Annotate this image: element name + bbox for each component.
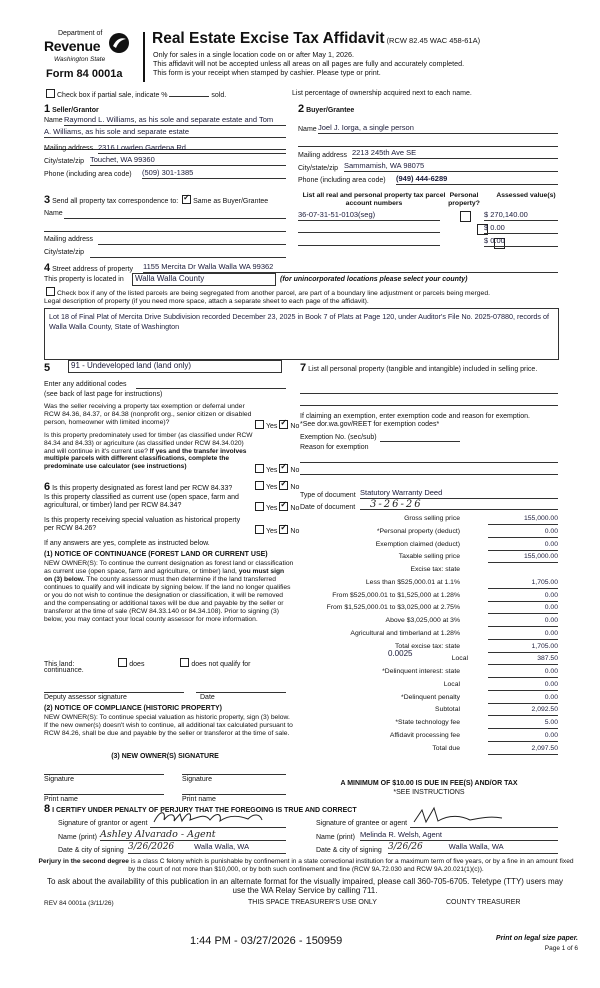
recording-stamp: 1:44 PM - 03/27/2026 - 150959 — [190, 935, 343, 947]
fee-row — [300, 745, 558, 756]
fee-label: Local — [443, 680, 460, 688]
this-land-row: This land: does does not qualify for — [44, 658, 251, 669]
header-line-3: This form is your receipt when stamped by cashier. Please type or print. — [153, 68, 381, 77]
grantee-sig-label: Signature of grantee or agent — [316, 820, 408, 827]
fee-row — [300, 719, 558, 730]
deputy-label: Deputy assessor signature — [44, 694, 127, 701]
seller-city[interactable]: Touchet, WA 99360 — [90, 156, 286, 166]
exemption-yes[interactable] — [255, 420, 264, 429]
section7-text: 7 List all personal property (tangible and intangible) included in selling price. — [300, 362, 538, 374]
historic-no[interactable] — [279, 525, 288, 534]
buyer-name[interactable]: Joel J. Iorga, a single person — [318, 124, 558, 134]
personal-property-line-1[interactable] — [300, 385, 558, 394]
ownership-note: List percentage of ownership acquired next to each name. — [292, 90, 472, 97]
parcel-number-2[interactable] — [298, 223, 440, 233]
grantee-date-city[interactable] — [388, 842, 558, 854]
fee-label: Exemption claimed (deduct) — [375, 540, 460, 548]
new-owner-sig-head: (3) NEW OWNER(S) SIGNATURE — [111, 753, 219, 760]
corr-mailing[interactable] — [98, 235, 286, 245]
fee-row — [300, 617, 558, 628]
fee-label: Affidavit processing fee — [389, 731, 460, 739]
fee-value[interactable]: 0.00 — [488, 681, 558, 691]
county-select[interactable]: Walla Walla County — [132, 273, 276, 286]
grantor-date-label: Date & city of signing — [58, 847, 124, 854]
notice-compliance-head: (2) NOTICE OF COMPLIANCE (HISTORIC PROPERTY) — [44, 705, 222, 712]
header-divider — [143, 32, 145, 82]
rev-number: REV 84 0001a (3/11/26) — [44, 900, 114, 907]
assessed-value-1[interactable]: $ 270,140.00 — [484, 211, 558, 221]
continuance-label: continuance. — [44, 667, 84, 674]
buyer-mailing[interactable]: 2213 245th Ave SE — [352, 149, 558, 159]
correspondence-heading: 3 Send all property tax correspondence to: ✓ Same as Buyer/Grantee — [44, 194, 268, 207]
swoosh-icon — [108, 32, 130, 54]
minimum-due: A MINIMUM OF $10.00 IS DUE IN FEE(S) AND/OR TAX — [340, 780, 518, 787]
exemption-yn: Yes✓ No — [253, 420, 299, 431]
timber-no[interactable] — [279, 464, 288, 473]
buyer-mailing-label: Mailing address — [298, 152, 348, 159]
notice-compliance-body: NEW OWNER(S): To continue special valuation as historic property, sign (3) below. If the new owner(s) doesn't wish to continue, all additional tax calculated pursuant to RCW 84.26, shall be due and payable by the seller or transferor at the time of sale. — [44, 714, 293, 737]
doc-type[interactable]: Statutory Warranty Deed — [360, 489, 558, 499]
fee-value[interactable]: 2,097.50 — [488, 745, 558, 755]
reason-line-1[interactable] — [300, 454, 558, 463]
fee-value[interactable]: 0.00 — [488, 630, 558, 640]
answers-note: If any answers are yes, complete as instructed below. — [44, 540, 210, 547]
form-number: Form 84 0001a — [46, 68, 123, 80]
treasurer-use: THIS SPACE TREASURER'S USE ONLY — [248, 899, 377, 906]
section5-number: 5 — [44, 362, 51, 374]
current-use-yn: Yes✓ No — [253, 502, 299, 513]
grantee-date: 3/26/26 — [388, 842, 423, 852]
grantee-city: Walla Walla, WA — [448, 842, 504, 851]
timber-yes[interactable] — [255, 464, 264, 473]
grantee-name[interactable]: Melinda R. Welsh, Agent — [360, 831, 558, 841]
local-rate: 0.0025 — [388, 649, 413, 658]
current-use-question: Is this property classified as current use (open space, farm and agricultural, or timber) land per RCW 84.34? — [44, 494, 239, 510]
fee-label: Subtotal — [435, 706, 460, 714]
reason-line-2[interactable] — [300, 466, 558, 475]
seller-name-label: Name — [44, 117, 63, 124]
notice-continuance-body: NEW OWNER(S): To continue the current designation as forest land or classification as current use (open space, farm and agriculture, or timber) land, you must sign on (3) below. The county assessor must then determine if the land transferred continues to qualify and will indicate by signing below. If the land no longer qualifies or you do not wish to continue the designation or classification, it will be removed and the compensating or additional taxes will be due and payable by the seller or transferor at the time of sale (RCW 84.33.140 or 84.34.108). Prior to signing (3) below, you may contact your local county assessor for more information. — [44, 560, 294, 624]
partial-sale-text: Check box if partial sale, indicate % — [57, 92, 168, 99]
grantor-date: 3/26/2026 — [128, 842, 175, 852]
fee-value[interactable]: 0.00 — [488, 694, 558, 704]
correspondence-text: Send all property tax correspondence to: — [52, 198, 179, 205]
parcel-number-3[interactable] — [298, 236, 440, 246]
owner-sig-label-2: Signature — [182, 776, 212, 783]
does-checkbox[interactable] — [118, 658, 127, 667]
fee-value[interactable]: 0.00 — [488, 592, 558, 602]
seller-mailing[interactable]: 2316 Lowden Gardena Rd — [98, 144, 286, 154]
fee-row — [300, 528, 558, 539]
located-label: This property is located in — [44, 276, 124, 283]
fee-label: *Delinquent interest: state — [382, 668, 460, 675]
legal-size-note: Print on legal size paper. — [495, 935, 578, 942]
fee-value[interactable]: 387.50 — [488, 655, 558, 665]
partial-sale — [44, 89, 226, 100]
fee-label: Agricultural and timberland at 1.28% — [350, 629, 460, 637]
current-use-no[interactable] — [279, 502, 288, 511]
partial-sale-percent[interactable] — [169, 96, 209, 97]
reason-label: Reason for exemption — [300, 444, 369, 451]
personal-property-checkbox-1[interactable] — [460, 211, 471, 222]
grantee-date-label: Date & city of signing — [316, 847, 382, 854]
fee-label: Excise tax: state — [410, 566, 460, 573]
forest-yn: Yes✓ No — [253, 481, 299, 492]
fee-label: From $525,000.01 to $1,525,000 at 1.28% — [332, 591, 460, 599]
certify-row: 8 I CERTIFY UNDER PENALTY OF PERJURY THAT THE FOREGOING IS TRUE AND CORRECT — [44, 803, 357, 815]
fee-row — [300, 566, 558, 577]
fee-row — [300, 706, 558, 717]
owner-print-label-2: Print name — [182, 796, 216, 803]
owner-print-1[interactable] — [44, 786, 164, 795]
doc-date-label: Date of document — [300, 504, 356, 511]
fee-label: Taxable selling price — [398, 553, 460, 561]
fee-value[interactable]: 0.00 — [488, 732, 558, 742]
grantor-city: Walla Walla, WA — [194, 842, 250, 851]
see-instructions: *SEE INSTRUCTIONS — [393, 789, 465, 796]
street-address[interactable]: 1155 Mercita Dr Walla Walla WA 99362 — [143, 263, 558, 273]
form-title — [152, 30, 480, 48]
personal-property-line-2[interactable] — [300, 397, 558, 406]
title-text: Real Estate Excise Tax Affidavit — [152, 30, 385, 47]
fee-value[interactable]: 0.00 — [488, 668, 558, 678]
historic-question: Is this property receiving special valuation as historical property per RCW 84.26? — [44, 517, 241, 533]
segregate-text: Check box if any of the listed parcels are being segregated from another parcel, are part of a boundary line adjustment or parcels being merged. — [57, 290, 490, 297]
fee-row — [300, 668, 558, 679]
buyer-city-label: City/state/zip — [298, 165, 339, 172]
fee-row — [300, 630, 558, 641]
fee-row — [300, 592, 558, 603]
perjury-notice: Perjury in the second degree is a class C felony which is punishable by confinement in a state correctional institution for a maximum term of five years, or by a fine in an amount fixed by the court of not more than $10,000, or by both such confinement and fine (RCW 9A.72.030 and RCW 9A.20.021(1)(c)). — [38, 858, 574, 873]
fee-value[interactable]: 0.00 — [488, 541, 558, 551]
seller-name-line1[interactable]: Raymond L. Williams, as his sole and separate estate and Tom — [64, 116, 286, 126]
corr-mailing-label: Mailing address — [44, 236, 94, 243]
header-line-2: This affidavit will not be accepted unless all areas on all pages are fully and accurately completed. — [153, 59, 465, 68]
fee-row — [300, 515, 558, 526]
seller-phone-label: Phone (including area code) — [44, 171, 132, 178]
historic-yes[interactable] — [255, 525, 264, 534]
grantee-signature[interactable] — [410, 812, 558, 828]
owner-sig-2[interactable] — [182, 766, 286, 775]
street-row: 4 Street address of property — [44, 262, 134, 274]
grantor-signature-drawing — [150, 808, 286, 826]
fee-row — [300, 604, 558, 615]
buyer-heading: 2 Buyer/Grantee — [298, 103, 355, 115]
parcel-head-personal: Personal property? — [448, 192, 480, 208]
fee-value[interactable]: 2,092.50 — [488, 706, 558, 716]
unincorporated-note: (for unincorporated locations please select your county) — [280, 276, 468, 283]
segregate-checkbox[interactable] — [46, 287, 55, 296]
forest-question: 6 Is this property designated as forest land per RCW 84.33? — [44, 481, 233, 493]
grantor-signature[interactable] — [150, 812, 286, 828]
grantor-date-city[interactable] — [128, 842, 286, 854]
buyer-city[interactable]: Sammamish, WA 98075 — [344, 162, 558, 172]
fee-value[interactable] — [488, 566, 558, 575]
fee-label: Above $3,025,000 at 3% — [385, 617, 460, 624]
corr-city-label: City/state/zip — [44, 249, 85, 256]
street-label: Street address of property — [52, 266, 134, 273]
parcel-head-assessed: Assessed value(s) — [496, 192, 556, 199]
assessed-value-2[interactable]: $ 0.00 — [484, 224, 558, 234]
grantor-sig-label: Signature of grantor or agent — [58, 820, 148, 827]
does-not-checkbox[interactable] — [180, 658, 189, 667]
segregate-row — [44, 287, 490, 298]
parcel-head-numbers: List all real and personal property tax parcel account numbers — [302, 192, 446, 208]
deputy-signature-line[interactable] — [44, 684, 184, 693]
timber-question: Is this property predominately used for timber (as classified under RCW 84.34 and 84.33) or agriculture (as classified under RCW 84.34.020) and will continue in it's current use? If yes and the transfer involves multiple parcels with different classifications, complete the predominate use calculator (see instructions) — [44, 432, 253, 471]
forest-no[interactable] — [279, 481, 288, 490]
additional-codes[interactable] — [136, 380, 286, 389]
corr-name-label: Name — [44, 210, 63, 217]
see-back: (see back of last page for instructions) — [44, 391, 163, 398]
fee-label: *State technology fee — [395, 719, 460, 726]
corr-name[interactable] — [64, 209, 286, 219]
seller-name-line2[interactable]: A. Williams, as his sole and separate estate — [44, 128, 286, 138]
exemption-question: Was the seller receiving a property tax exemption or deferral under RCW 84.36, 84.37, or 84.38 (nonprofit org., senior citizen or disabled person, homeowner with limited income)? — [44, 403, 252, 427]
additional-codes-label: Enter any additional codes — [44, 381, 127, 388]
fee-row — [300, 694, 558, 705]
fee-value[interactable]: 0.00 — [488, 604, 558, 614]
owner-print-2[interactable] — [182, 786, 286, 795]
seller-city-label: City/state/zip — [44, 158, 85, 165]
fee-value[interactable]: 0.00 — [488, 617, 558, 627]
fee-label: Less than $525,000.01 at 1.1% — [365, 578, 460, 586]
fee-value[interactable]: 1,705.00 — [488, 643, 558, 653]
same-as-buyer-label: Same as Buyer/Grantee — [193, 198, 269, 205]
doc-type-label: Type of document — [300, 492, 356, 499]
fee-label: Gross selling price — [404, 515, 460, 522]
page-number: Page 1 of 6 — [544, 945, 578, 952]
owner-sig-label-1: Signature — [44, 776, 74, 783]
fee-row — [300, 681, 558, 692]
fee-value[interactable]: 5.00 — [488, 719, 558, 729]
logo-revenue: Revenue — [44, 38, 101, 54]
title-rcw: (RCW 82.45 WAC 458-61A) — [386, 36, 481, 45]
legal-label: Legal description of property (if you need more space, attach a separate sheet to each page of the affidavit). — [44, 298, 369, 305]
seller-heading: 1 Seller/Grantor — [44, 103, 99, 115]
logo-department: Department of — [58, 30, 103, 37]
same-as-buyer-checkbox[interactable] — [182, 195, 191, 204]
partial-sale-checkbox[interactable] — [46, 89, 55, 98]
fee-label: Total excise tax: state — [395, 642, 460, 650]
grantee-signature-drawing — [410, 806, 558, 826]
alt-format-notice: To ask about the availability of this publication in an alternate format for the visually impaired, please call 360-705-6705. Teletype (TTY) users may use the WA Relay Service by calling 711. — [46, 877, 564, 896]
corr-city[interactable] — [90, 248, 286, 258]
seller-mailing-label: Mailing address — [44, 145, 94, 152]
fee-label: From $1,525,000.01 to $3,025,000 at 2.75% — [326, 604, 460, 612]
fee-row — [300, 541, 558, 552]
partial-sale-suffix: sold. — [211, 92, 227, 99]
fee-label: Local — [451, 655, 468, 663]
exemption-no[interactable] — [279, 420, 288, 429]
deputy-date-line[interactable] — [196, 684, 286, 693]
legal-description[interactable]: Lot 18 of Final Plat of Mercita Drive Subdivision recorded December 23, 2025 in Book 7 of Plats at Page 120, under Auditor's File No. 2025-07880, records of Walla Walla County, State of Washington — [44, 308, 559, 360]
fee-label: *Personal property (deduct) — [376, 527, 460, 535]
deputy-date-label: Date — [200, 694, 215, 701]
fee-row — [300, 579, 558, 590]
corr-name-2[interactable] — [44, 222, 286, 232]
grantor-name-label: Name (print) — [58, 834, 97, 841]
land-use-select[interactable]: 91 - Undeveloped land (land only) — [68, 360, 282, 373]
current-use-yes[interactable] — [255, 502, 264, 511]
doc-date[interactable]: 3-26-26 — [360, 499, 558, 510]
buyer-phone[interactable]: (949) 444-6289 — [396, 175, 558, 185]
grantor-name[interactable]: Ashley Alvarado - Agent — [100, 829, 286, 841]
fee-row — [300, 553, 558, 564]
header-line-1: Only for sales in a single location code on or after May 1, 2026. — [153, 50, 354, 59]
timber-yn: Yes✓ No — [253, 464, 299, 475]
parcel-number-1[interactable]: 36-07-31-51-0103(seg) — [298, 211, 440, 221]
fee-value[interactable]: 155,000.00 — [488, 553, 558, 563]
fee-value[interactable]: 0.00 — [488, 528, 558, 538]
fee-row — [300, 655, 558, 666]
fee-row — [300, 732, 558, 743]
assessed-value-3[interactable]: $ 0.00 — [484, 237, 558, 247]
grantee-name-label: Name (print) — [316, 834, 355, 841]
forest-yes[interactable] — [255, 481, 264, 490]
buyer-name-line2[interactable] — [298, 137, 558, 147]
logo-state: Washington State — [54, 56, 106, 63]
fee-label: *Delinquent penalty — [401, 693, 460, 701]
notice-continuance-head: (1) NOTICE OF CONTINUANCE (FOREST LAND OR CURRENT USE) — [44, 551, 268, 558]
fee-value[interactable]: 155,000.00 — [488, 515, 558, 525]
fee-value[interactable]: 1,705.00 — [488, 579, 558, 589]
owner-sig-1[interactable] — [44, 766, 164, 775]
exemption-no-field[interactable] — [380, 433, 460, 442]
exemption-claim-text: If claiming an exemption, enter exemption code and reason for exemption. *See dor.wa.gov/REET for exemption codes* — [300, 413, 530, 429]
exemption-no-label: Exemption No. (sec/sub) — [300, 434, 377, 441]
county-treasurer: COUNTY TREASURER — [446, 899, 521, 906]
seller-phone[interactable]: (509) 301-1385 — [142, 169, 286, 179]
fee-row — [300, 643, 558, 654]
fee-label: Total due — [432, 744, 460, 752]
historic-yn: Yes✓ No — [253, 525, 299, 536]
buyer-phone-label: Phone (including area code) — [298, 177, 386, 184]
owner-print-label-1: Print name — [44, 796, 78, 803]
buyer-name-label: Name — [298, 126, 317, 133]
